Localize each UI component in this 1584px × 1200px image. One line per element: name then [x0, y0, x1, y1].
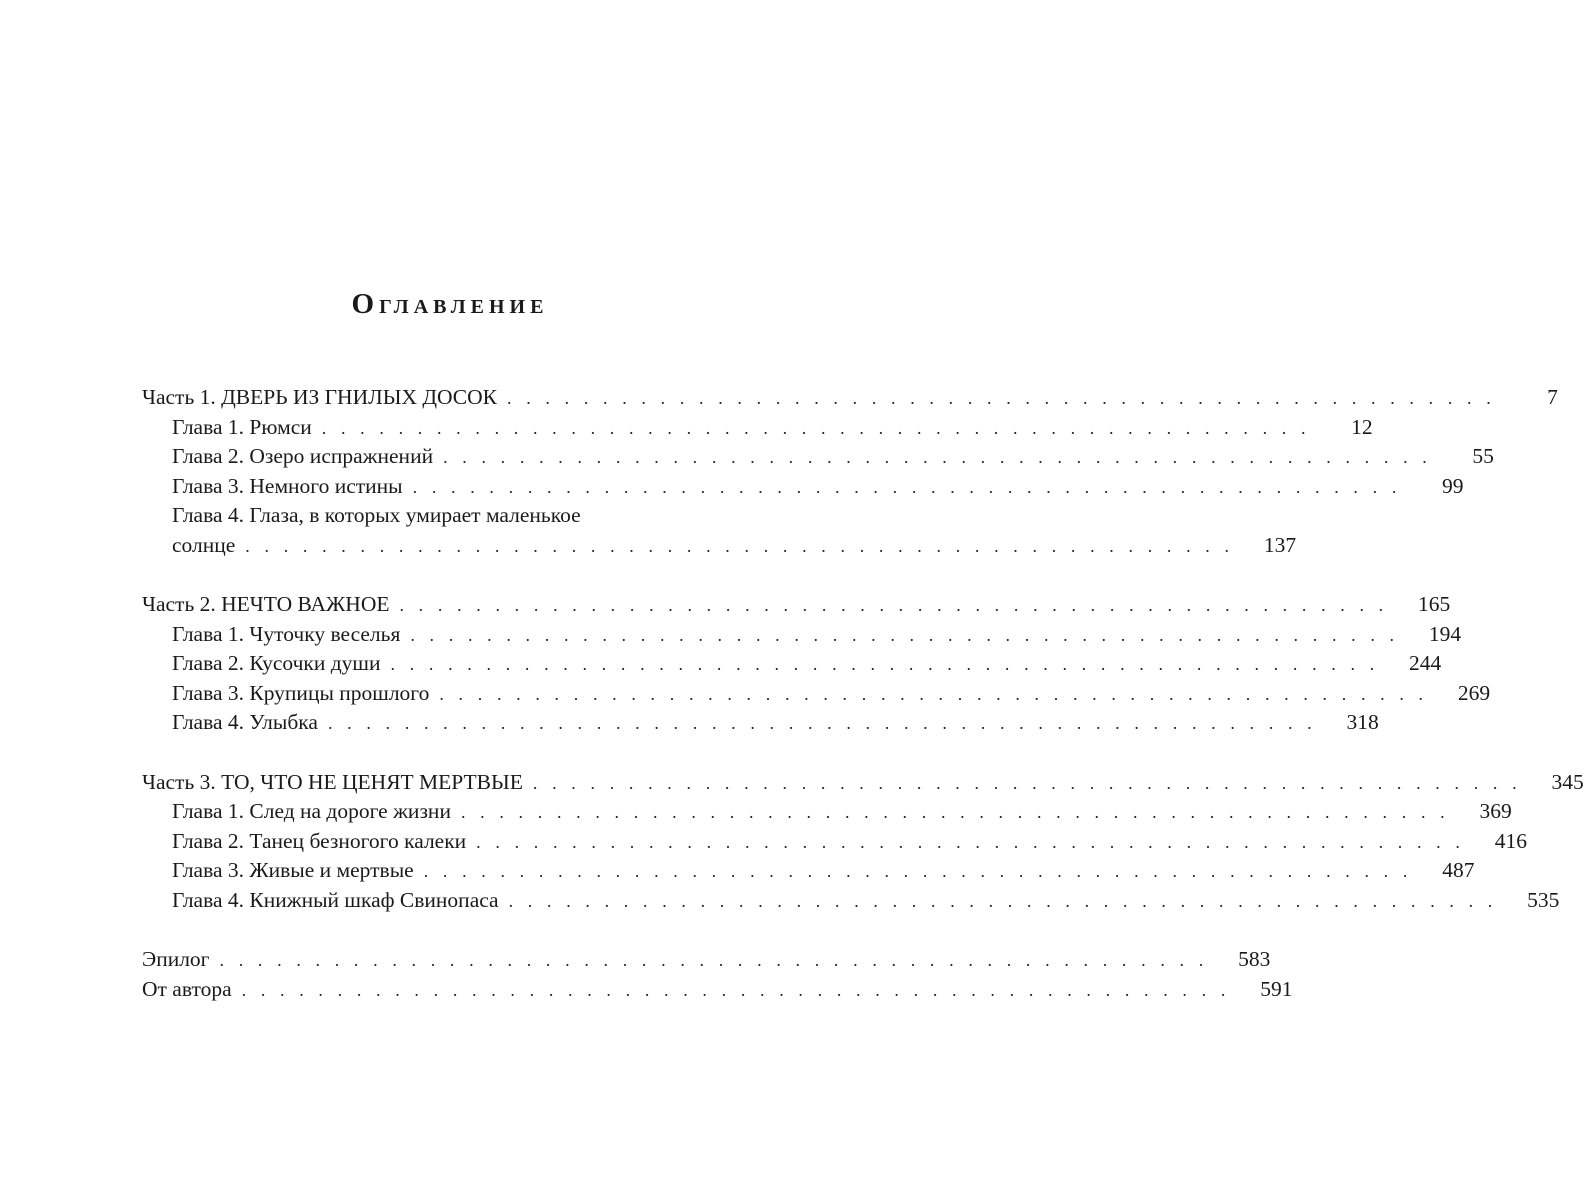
dot-leader: . . . . . . . . . . . . . . . . . . . . . . . . . . . . . . . . . . . . . . . . . . . . . . . . . . . .: [410, 624, 1400, 645]
toc-entry-page: 269: [1457, 680, 1491, 705]
dot-leader: . . . . . . . . . . . . . . . . . . . . . . . . . . . . . . . . . . . . . . . . . . . . . . . . . . . .: [245, 535, 1235, 556]
dot-leader: . . . . . . . . . . . . . . . . . . . . . . . . . . . . . . . . . . . . . . . . . . . . . . . . . . . .: [476, 831, 1465, 852]
toc-entry-label: Глава 2. Танец безногого калеки: [172, 827, 476, 857]
dot-leader: . . . . . . . . . . . . . . . . . . . . . . . . . . . . . . . . . . . . . . . . . . . . . . . . . . . .: [508, 890, 1498, 911]
dot-leader: . . . . . . . . . . . . . . . . . . . . . . . . . . . . . . . . . . . . . . . . . . . . . . . . . . . .: [399, 595, 1389, 616]
toc-entry-label-line-2: солнце: [172, 532, 236, 557]
toc-group-part-2: [142, 590, 1491, 738]
toc-entry-label-line-1: Глава 4. Глаза, в которых умирает маленькое: [172, 503, 581, 528]
toc-entry[interactable]: [142, 886, 1560, 916]
dot-leader: . . . . . . . . . . . . . . . . . . . . . . . . . . . . . . . . . . . . . . . . . . . . . . . . . . . .: [532, 772, 1522, 793]
toc-entry-page: 165: [1418, 592, 1451, 617]
toc-entry-label: Глава 3. Немного истины: [172, 472, 413, 502]
dot-leader: . . . . . . . . . . . . . . . . . . . . . . . . . . . . . . . . . . . . . . . . . . . . . . . . . . . .: [241, 979, 1231, 1000]
toc-entry-page: 535: [1527, 887, 1560, 912]
toc-entry-label: Глава 4. Улыбка: [172, 708, 328, 738]
dot-leader: . . . . . . . . . . . . . . . . . . . . . . . . . . . . . . . . . . . . . . . . . . . . . . . . . . . .: [460, 802, 1450, 823]
toc-entry-page: 7: [1547, 385, 1558, 409]
toc-entry-label: Часть 1. ДВЕРЬ ИЗ ГНИЛЫХ ДОСОК: [142, 383, 507, 413]
toc-entry-label: Глава 2. Кусочки души: [172, 649, 390, 679]
toc-entry-page: 345: [1551, 769, 1584, 794]
dot-leader: . . . . . . . . . . . . . . . . . . . . . . . . . . . . . . . . . . . . . . . . . . . . . . . . . . . .: [219, 950, 1209, 970]
toc-entry-label: Глава 4. Книжный шкаф Свинопаса: [172, 886, 509, 916]
toc-entry-label: Часть 2. НЕЧТО ВАЖНОЕ: [142, 590, 399, 620]
toc-entry-label: Эпилог: [142, 945, 220, 975]
toc-entry[interactable]: [142, 590, 1451, 620]
toc-entry-page: 55: [1472, 444, 1494, 469]
dot-leader: . . . . . . . . . . . . . . . . . . . . . . . . . . . . . . . . . . . . . . . . . . . . . . . . . . . .: [321, 417, 1311, 438]
toc-entry-page: 12: [1351, 414, 1373, 439]
dot-leader: . . . . . . . . . . . . . . . . . . . . . . . . . . . . . . . . . . . . . . . . . . . . . . . . . . . .: [327, 713, 1317, 734]
toc-entry-multiline[interactable]: [142, 501, 1297, 560]
toc-entry-label: Глава 3. Крупицы прошлого: [172, 679, 439, 709]
toc-entry-page: 416: [1494, 828, 1527, 853]
dot-leader: . . . . . . . . . . . . . . . . . . . . . . . . . . . . . . . . . . . . . . . . . . . . . . . . . . . .: [423, 861, 1413, 882]
toc-entry[interactable]: [142, 768, 1584, 798]
dot-leader: . . . . . . . . . . . . . . . . . . . . . . . . . . . . . . . . . . . . . . . . . . . . . . . . . . . .: [507, 388, 1496, 408]
toc-entry[interactable]: [142, 413, 1373, 443]
toc-entry[interactable]: [142, 383, 1558, 413]
toc-entry[interactable]: [142, 797, 1512, 827]
toc-entry-page: 318: [1346, 710, 1379, 735]
toc-group-back-matter: [142, 945, 1293, 1004]
toc-entry-label: Глава 1. Рюмси: [172, 413, 322, 443]
toc-entry[interactable]: [142, 827, 1527, 857]
toc-entry[interactable]: [142, 975, 1293, 1005]
toc-entry-page: 369: [1479, 799, 1512, 824]
toc-entry-label: От автора: [142, 975, 242, 1005]
toc-entry[interactable]: [142, 708, 1379, 738]
toc-entry[interactable]: [142, 945, 1271, 975]
toc-entry-label: Глава 2. Озеро испражнений: [172, 442, 443, 472]
dot-leader: . . . . . . . . . . . . . . . . . . . . . . . . . . . . . . . . . . . . . . . . . . . . . . . . . . . .: [443, 447, 1432, 468]
toc-entry-page: 583: [1238, 947, 1271, 971]
toc-entry[interactable]: [142, 679, 1491, 709]
toc-entry-page: 487: [1442, 858, 1475, 883]
dot-leader: . . . . . . . . . . . . . . . . . . . . . . . . . . . . . . . . . . . . . . . . . . . . . . . . . . . .: [390, 654, 1380, 675]
toc-group-part-3: [142, 768, 1584, 916]
toc-entry-page: 99: [1441, 473, 1464, 498]
toc-group-part-1: [142, 383, 1558, 561]
toc-entry[interactable]: [142, 620, 1462, 650]
toc-entry-label: Глава 1. След на дороге жизни: [172, 797, 461, 827]
toc-entry-label: Глава 3. Живые и мертвые: [172, 856, 424, 886]
toc-entry[interactable]: [142, 472, 1464, 502]
dot-leader: . . . . . . . . . . . . . . . . . . . . . . . . . . . . . . . . . . . . . . . . . . . . . . . . . . . .: [412, 476, 1402, 497]
toc-entry[interactable]: [142, 649, 1442, 679]
toc-entry[interactable]: [142, 856, 1475, 886]
table-of-contents: [142, 383, 1584, 1034]
dot-leader: . . . . . . . . . . . . . . . . . . . . . . . . . . . . . . . . . . . . . . . . . . . . . . . . . . . .: [439, 683, 1429, 704]
toc-entry-page: 591: [1260, 976, 1293, 1001]
page-title: Оглавление: [351, 288, 549, 320]
toc-entry-second-line: [172, 531, 1297, 561]
toc-entry-label: Часть 3. ТО, ЧТО НЕ ЦЕНЯТ МЕРТВЫЕ: [142, 768, 533, 798]
toc-entry-page: 137: [1263, 532, 1297, 557]
toc-entry[interactable]: [142, 442, 1494, 472]
toc-entry-page: 244: [1409, 651, 1442, 676]
toc-entry-page: 194: [1428, 621, 1462, 646]
toc-entry-label: Глава 1. Чуточку веселья: [172, 620, 410, 650]
